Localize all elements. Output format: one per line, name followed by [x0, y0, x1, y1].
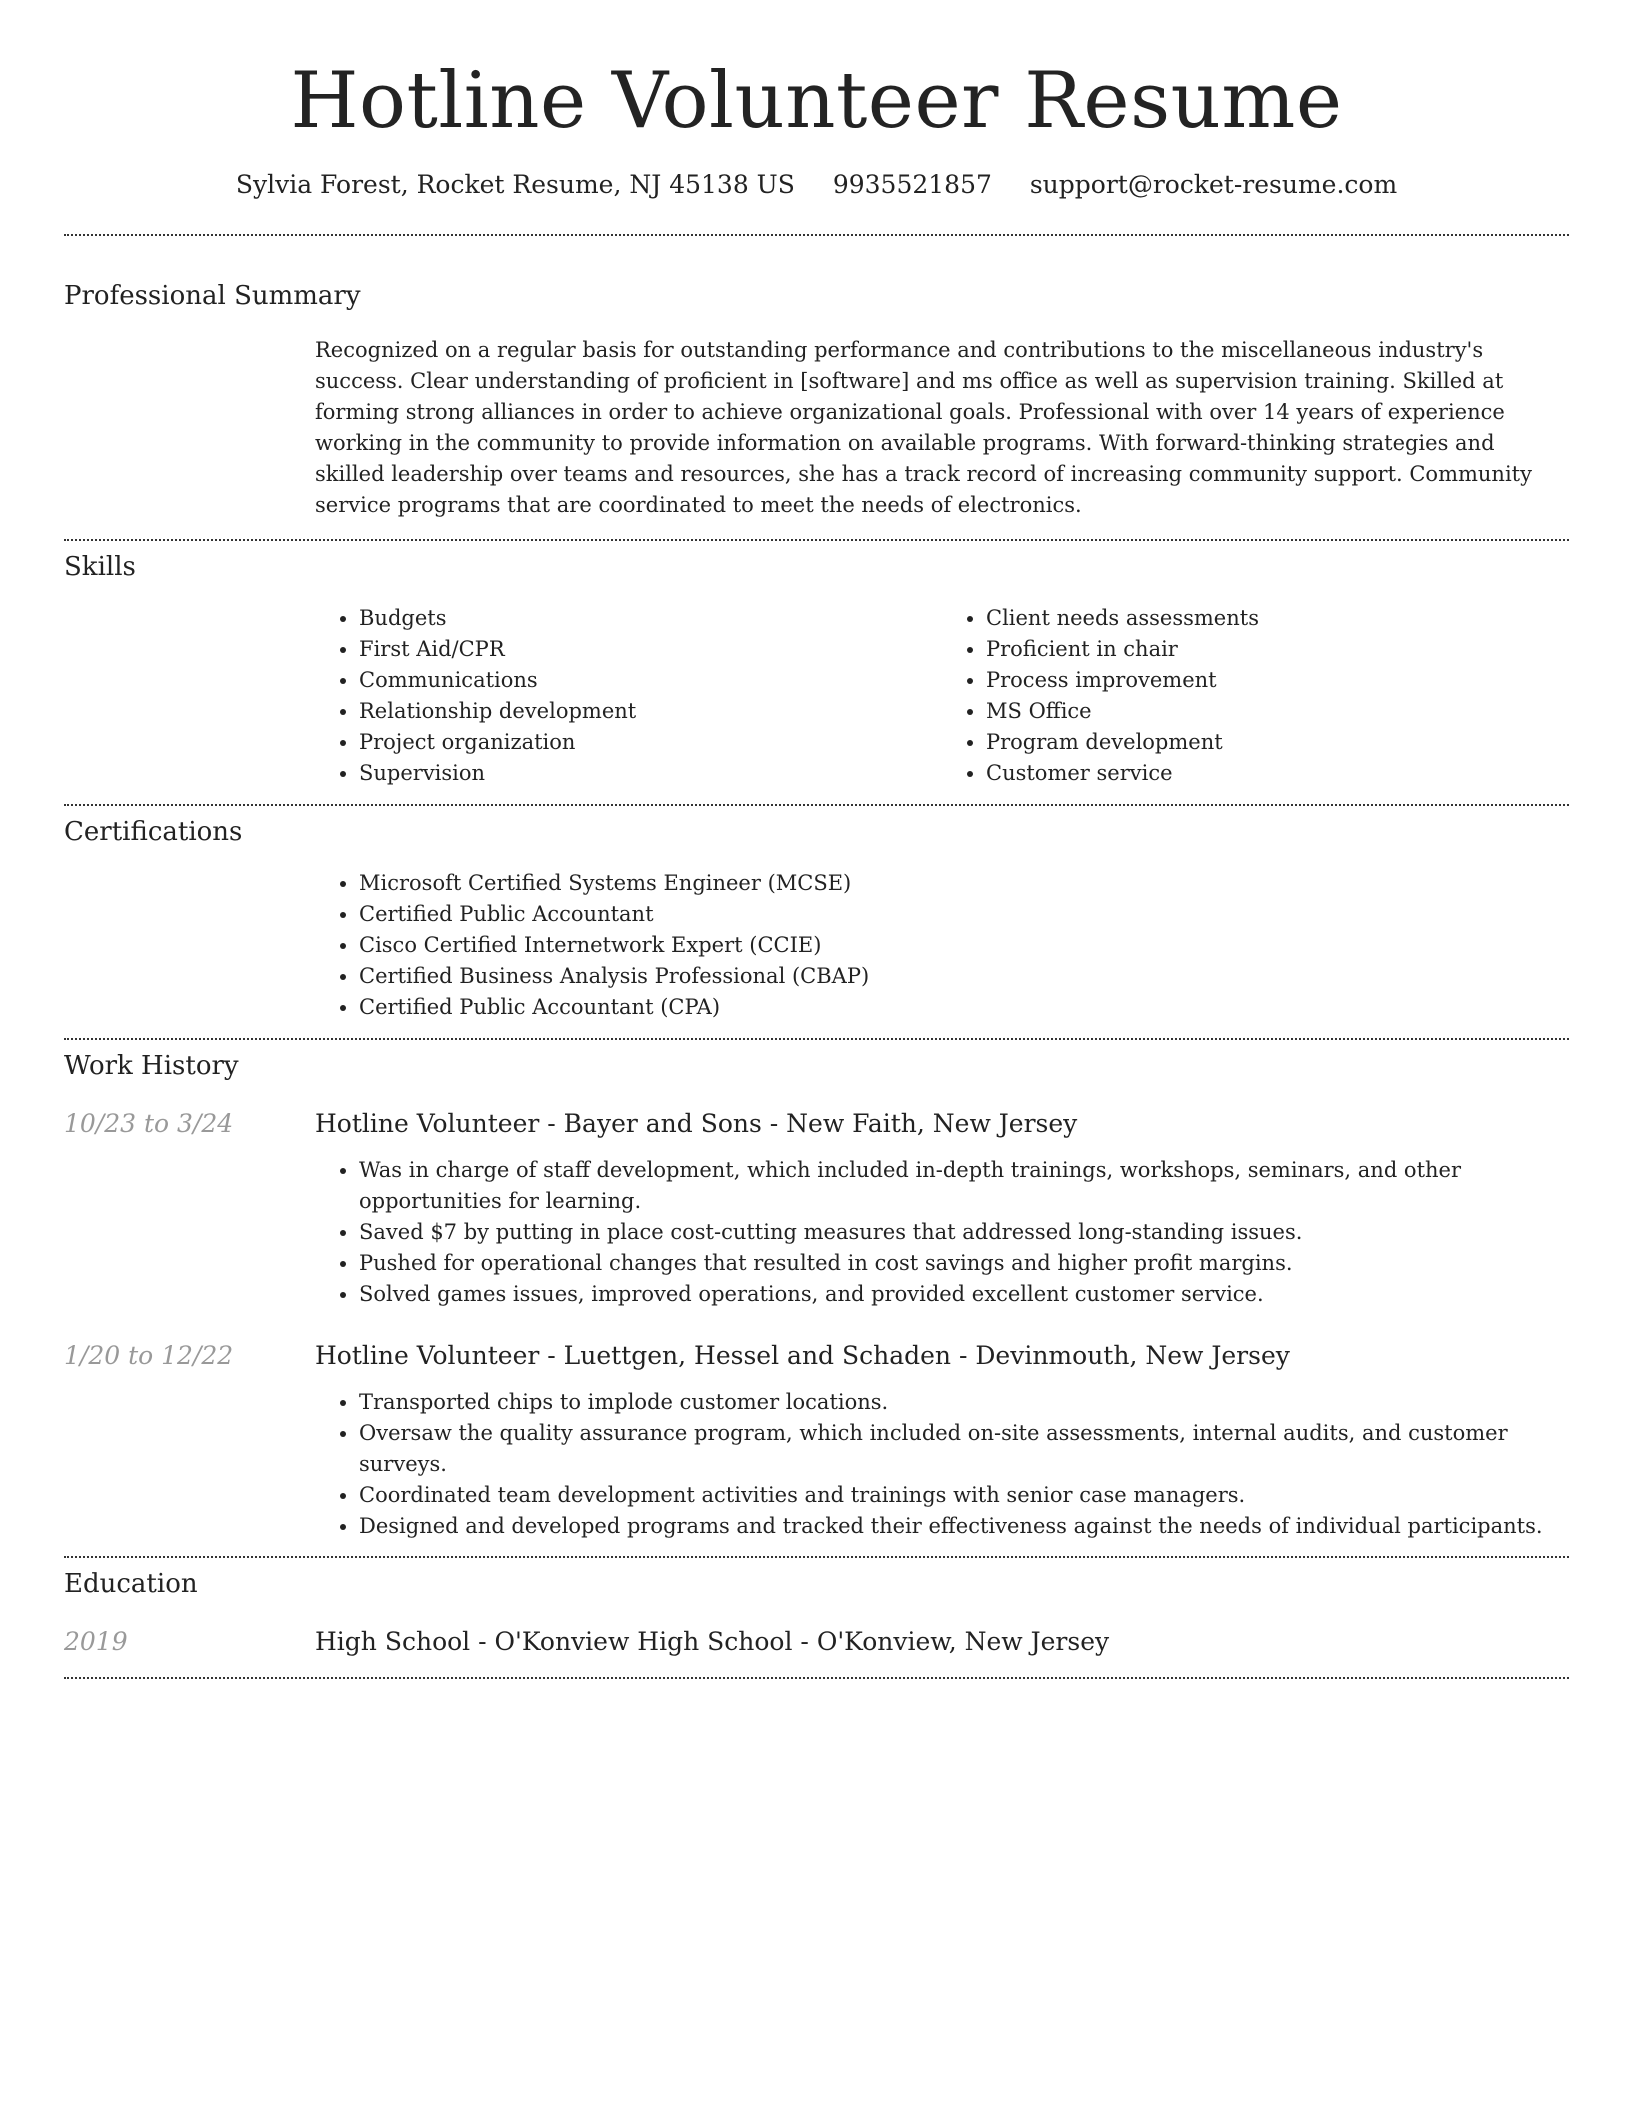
skill-item: • Communications: [359, 665, 942, 696]
job-entry: [64, 1108, 1569, 1310]
job-bullet: • Pushed for operational changes that resulted in cost savings and higher profit margins.: [359, 1248, 1569, 1279]
skills-columns: [315, 603, 1569, 789]
job-bullet: • Transported chips to implode customer locations.: [359, 1387, 1569, 1418]
summary-heading: Professional Summary: [64, 281, 361, 311]
job-entry: [64, 1340, 1569, 1542]
job-date: 10/23 to 3/24: [64, 1109, 234, 1138]
skills-list-right: [942, 603, 1569, 789]
skill-item: • MS Office: [986, 696, 1569, 727]
skills-section: [64, 551, 1569, 789]
divider: [64, 1556, 1569, 1558]
skill-item: • First Aid/CPR: [359, 634, 942, 665]
education-section: [64, 1568, 1569, 1658]
work-history-heading: Work History: [64, 1051, 239, 1081]
divider: [64, 234, 1569, 236]
divider: [64, 804, 1569, 806]
contact-line: [64, 170, 1569, 200]
skills-heading: Skills: [64, 552, 136, 582]
contact-name-address: Sylvia Forest, Rocket Resume, NJ 45138 US: [235, 170, 795, 199]
skill-item: • Project organization: [359, 727, 942, 758]
certifications-content: [315, 868, 1569, 1023]
job-bullets: [315, 1155, 1569, 1310]
contact-phone: 9935521857: [832, 170, 992, 199]
education-date: 2019: [64, 1627, 128, 1656]
job-details: [315, 1387, 1569, 1542]
skill-item: • Relationship development: [359, 696, 942, 727]
job-bullet: • Solved games issues, improved operations, and provided excellent customer service.: [359, 1279, 1569, 1310]
job-bullet: • Coordinated team development activities and trainings with senior case managers.: [359, 1480, 1569, 1511]
job-details: [315, 1155, 1569, 1310]
divider: [64, 1038, 1569, 1040]
job-bullets: [315, 1387, 1569, 1542]
certifications-heading: Certifications: [64, 817, 243, 847]
skill-item: • Supervision: [359, 758, 942, 789]
skill-item: • Program development: [986, 727, 1569, 758]
skill-item: • Proficient in chair: [986, 634, 1569, 665]
skill-item: • Customer service: [986, 758, 1569, 789]
summary-text: Recognized on a regular basis for outstanding performance and contributions to the miscellaneous industry's success. Clear understanding of proficient in [software] and ms office as well as supervision training. Skilled at forming strong alliances in order to achieve organizational goals. Professional with over 14 years of experience working in the community to provide information on available programs. With forward-thinking strategies and skilled leadership over teams and resources, she has a track record of increasing community support. Community service programs that are coordinated to meet the needs of electronics.: [315, 338, 1532, 517]
certifications-list: [315, 868, 1569, 1023]
work-history-section: [64, 1050, 1569, 1542]
job-heading: Hotline Volunteer - Bayer and Sons - New Faith, New Jersey: [315, 1109, 1078, 1138]
skills-list-left: [315, 603, 942, 789]
certification-item: • Certified Business Analysis Professional (CBAP): [359, 961, 1569, 992]
resume-page: [64, 0, 1569, 1679]
skill-item: • Client needs assessments: [986, 603, 1569, 634]
job-bullet: • Was in charge of staff development, which included in-depth trainings, workshops, seminars, and other opportunities for learning.: [359, 1155, 1569, 1217]
education-entry: [64, 1626, 1569, 1658]
education-heading-line: High School - O'Konview High School - O'Konview, New Jersey: [315, 1627, 1110, 1656]
skill-item: • Budgets: [359, 603, 942, 634]
divider: [64, 1677, 1569, 1679]
job-bullet: • Designed and developed programs and tracked their effectiveness against the needs of individual participants.: [359, 1511, 1569, 1542]
certifications-section: [64, 816, 1569, 1023]
job-heading: Hotline Volunteer - Luettgen, Hessel and Schaden - Devinmouth, New Jersey: [315, 1341, 1290, 1370]
skill-item: • Process improvement: [986, 665, 1569, 696]
certification-item: • Microsoft Certified Systems Engineer (MCSE): [359, 868, 1569, 899]
certification-item: • Cisco Certified Internetwork Expert (CCIE): [359, 930, 1569, 961]
contact-email: support@rocket-resume.com: [1029, 170, 1398, 199]
job-bullet: • Oversaw the quality assurance program, which included on-site assessments, internal audits, and customer surveys.: [359, 1418, 1569, 1480]
summary-section: [64, 280, 1569, 521]
job-bullet: • Saved $7 by putting in place cost-cutting measures that addressed long-standing issues.: [359, 1217, 1569, 1248]
page-title: Hotline Volunteer Resume: [290, 56, 1343, 146]
divider: [64, 539, 1569, 541]
education-heading: Education: [64, 1569, 198, 1599]
job-date: 1/20 to 12/22: [64, 1341, 234, 1370]
certification-item: • Certified Public Accountant: [359, 899, 1569, 930]
certification-item: • Certified Public Accountant (CPA): [359, 992, 1569, 1023]
